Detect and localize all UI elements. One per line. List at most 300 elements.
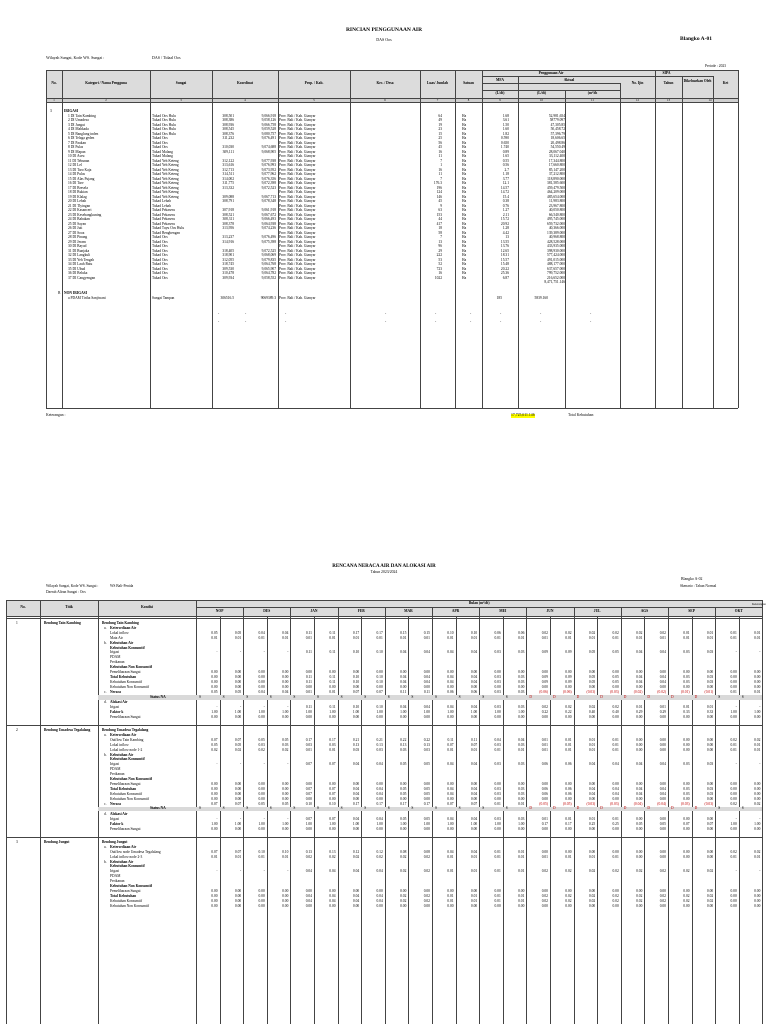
column-line <box>620 83 621 408</box>
value: 0.00 <box>706 781 714 786</box>
value: - <box>735 705 737 710</box>
value: 0.01 <box>565 742 572 747</box>
row-aktual: 52,981,654 <box>548 113 565 118</box>
value: 0.01 <box>447 747 454 752</box>
row-luas: 11 <box>438 172 442 176</box>
row-satuan: Ha <box>462 271 467 275</box>
subcolumn-line <box>361 616 362 1024</box>
value: 0.01 <box>612 737 619 742</box>
value: 0.00 <box>541 670 548 674</box>
value: (0.05) <box>539 801 548 806</box>
row-sungai: Tukad Oos Hulu <box>152 113 176 118</box>
value: 0.04 <box>470 762 478 767</box>
row-y: 9,078,348 <box>261 199 276 203</box>
value: - <box>759 705 761 710</box>
column-number: 1 <box>53 98 55 102</box>
value: 0.04 <box>447 650 454 655</box>
value: 0.01 <box>470 854 478 859</box>
value: - <box>216 705 218 710</box>
value: 0.10 <box>376 650 383 655</box>
row-luas: 16 <box>438 271 442 275</box>
row-name: 21 DI Tlyingan <box>68 203 91 208</box>
value: 0.04 <box>659 674 666 679</box>
row-prop: Prov. Bali / Kab. Gianyar <box>279 248 316 253</box>
block-number: 1 <box>16 621 18 625</box>
row-name: 36 DI Beluka <box>68 271 88 275</box>
value: 0.01 <box>518 869 525 874</box>
row-luas: 417 <box>436 221 442 226</box>
value: 1.00 <box>211 822 218 827</box>
value: 0.00 <box>400 903 407 908</box>
value: 0.00 <box>730 903 737 908</box>
value: 0.03 <box>518 786 525 791</box>
row-luas: 723 <box>436 266 442 271</box>
row-sungai: Tukad Yeh Keteng <box>152 190 179 194</box>
value: 0.00 <box>470 715 478 720</box>
value: 0.07 <box>376 689 383 694</box>
row-sungai: Tukad Yeh Keteng <box>152 181 179 185</box>
value: 0.01 <box>494 893 501 898</box>
value: 0.01 <box>376 635 383 640</box>
value: 0.01 <box>659 705 666 710</box>
value: (0.04) <box>633 801 643 806</box>
value: 0.00 <box>400 684 407 689</box>
value: 0.03 <box>376 747 383 752</box>
value: 0.00 <box>636 737 643 742</box>
value: 0.03 <box>683 786 690 791</box>
line-label: Ketersediaan Air <box>110 732 137 737</box>
value: 0.01 <box>636 705 643 710</box>
value: 1.00 <box>518 822 525 827</box>
value: 0.00 <box>612 715 619 720</box>
value: 0.01 <box>282 635 289 640</box>
value: 0.05 <box>659 822 666 827</box>
value: 0.01 <box>400 635 407 640</box>
value: - <box>263 869 265 874</box>
value: 0.00 <box>258 898 265 903</box>
block-kondisi-head: Bendung Tain Kambing <box>102 621 139 625</box>
header-tahun: Tahun <box>663 81 674 85</box>
line-label: Pemeliharaan Sungai <box>110 715 141 720</box>
line-label: Mata Air <box>110 635 123 640</box>
value: 0.03 <box>494 674 501 679</box>
column-number: 8 <box>467 98 470 102</box>
value: 0.00 <box>683 854 690 859</box>
value: - <box>239 705 242 710</box>
header-month-mei: MEI <box>499 609 507 613</box>
value: 0.02 <box>636 630 643 635</box>
value: 0.03 <box>400 747 407 752</box>
value: 0.11 <box>471 737 478 742</box>
value: - <box>216 817 218 822</box>
header-month-mar: MAR <box>404 609 413 613</box>
row-aktual: 464,209.000 <box>547 190 565 194</box>
row-aktual: 459,479.500 <box>547 185 565 190</box>
line-label: Neraca <box>110 689 121 694</box>
column-number: 12 <box>636 98 639 102</box>
value: 0.00 <box>588 684 596 689</box>
value: 0.01 <box>754 630 761 635</box>
pdam-name: a PDAM Tirtha Sanjiwani <box>68 295 106 300</box>
row-sungai: Tukad Oos <box>152 145 168 149</box>
value: 0.04 <box>376 898 383 903</box>
value: 0.03 <box>706 762 714 767</box>
value: 0.01 <box>683 630 690 635</box>
value: 0.05 <box>423 791 430 796</box>
row-mfa: 15.72 <box>500 217 509 221</box>
value: 0.00 <box>282 715 289 720</box>
row-mfa: 15.57 <box>500 257 509 262</box>
row-x: 312,055 <box>222 257 234 262</box>
row-mfa: 1.28 <box>502 226 509 230</box>
value: 0.01 <box>423 635 430 640</box>
column-line <box>196 600 197 1024</box>
value: - <box>735 762 737 767</box>
row-y: 9,068,905 <box>261 149 276 154</box>
row-satuan: Ha <box>462 163 467 167</box>
row-x: 309,111 <box>222 149 234 154</box>
status-value: S <box>741 694 744 699</box>
column-line <box>46 70 47 408</box>
row-satuan: Ha <box>462 190 467 194</box>
row-luas: 16 <box>438 167 442 172</box>
value: 0.02 <box>376 854 383 859</box>
value: 0.04 <box>447 674 454 679</box>
row-x: 314,002 <box>222 176 234 181</box>
value: 0.05 <box>282 801 289 806</box>
value: 0.11 <box>329 679 336 684</box>
header-ls-mfa: (L/dt) <box>495 91 505 95</box>
row-x: 308,386 <box>222 118 234 122</box>
status-value: D <box>529 806 532 811</box>
line-label: PDAM <box>110 655 121 660</box>
value: 0.00 <box>258 796 265 801</box>
row-sungai: Tukad Yeh Keteng <box>152 176 179 181</box>
value: 0.04 <box>470 674 478 679</box>
status-value: S <box>340 694 343 699</box>
row-luas: 64 <box>438 113 442 118</box>
value: 0.02 <box>565 898 572 903</box>
row-luas: 9 <box>440 203 442 208</box>
row-prop: Prov. Bali / Kab. Gianyar <box>279 217 316 221</box>
value: 0.13 <box>352 742 360 747</box>
line-label: Outflow node Umadesa Tegalalang <box>110 849 161 854</box>
line-marker: b. <box>104 859 107 864</box>
value: 0.04 <box>423 705 430 710</box>
line-marker: c. <box>104 689 107 694</box>
value: 0.01 <box>470 898 478 903</box>
value: 0.00 <box>683 817 690 822</box>
row-mfa: 1.740 <box>500 145 509 149</box>
value: 0.02 <box>659 898 666 903</box>
line-label: Total Kebutuhan <box>110 786 137 791</box>
value: 0.00 <box>494 888 501 893</box>
value: 0.22 <box>541 710 548 715</box>
row-name: 12 DI Lel <box>68 163 82 167</box>
value: 0.00 <box>683 684 690 689</box>
status-value: D <box>529 694 532 699</box>
header-koordinat: Koordinat <box>237 81 253 85</box>
subcolumn-line <box>408 616 409 1024</box>
value: 0.00 <box>211 674 218 679</box>
value: 0.05 <box>423 786 430 791</box>
value: 0.00 <box>588 670 596 674</box>
value: 0.06 <box>447 689 454 694</box>
value: 0.25 <box>588 822 596 827</box>
column-line <box>150 70 151 408</box>
value: 0.00 <box>706 715 714 720</box>
line-label: Irigasi <box>110 705 120 710</box>
value: - <box>216 762 218 767</box>
row-luas: 7 <box>440 158 442 163</box>
value: 0.00 <box>659 903 666 908</box>
sheet2-title: RENCANA NERACA AIR DAN ALOKASI AIR <box>332 564 436 569</box>
total-kebutuhan-label: Total Kebutuhan <box>568 413 594 417</box>
value: 0.06 <box>541 786 548 791</box>
row-y: 9,066,493 <box>261 217 276 221</box>
row-name: 31 DI Bunjaka <box>68 248 90 253</box>
value: 0.00 <box>234 781 242 786</box>
value: 0.00 <box>470 903 478 908</box>
row-luas: 44 <box>438 217 442 221</box>
column-line <box>738 70 739 408</box>
value: 0.02 <box>659 869 666 874</box>
value: - <box>759 650 761 655</box>
value: 0.00 <box>659 827 666 831</box>
value: 0.02 <box>612 869 619 874</box>
row-prop: Prov. Bali / Kab. Gianyar <box>279 212 316 217</box>
value: 0.00 <box>754 898 761 903</box>
value: 0.00 <box>282 893 289 898</box>
value: 0.03 <box>518 705 525 710</box>
row-prop: Prov. Bali / Kab. Gianyar <box>279 239 316 244</box>
value: 0.08 <box>400 849 407 854</box>
value: 0.01 <box>659 635 666 640</box>
value: 0.01 <box>683 705 690 710</box>
row-satuan: Ha <box>462 113 467 118</box>
status-value: S <box>718 694 721 699</box>
value: 0.00 <box>683 849 690 854</box>
value: 0.00 <box>234 674 242 679</box>
column-number: 13 <box>667 98 670 102</box>
value: 0.03 <box>258 742 265 747</box>
value: 0.01 <box>612 854 619 859</box>
value: 0.02 <box>588 705 596 710</box>
row-sungai: Tukad Oos <box>152 248 168 253</box>
value: 0.09 <box>541 674 548 679</box>
row-satuan: Ha <box>462 172 467 176</box>
line-label: Kebutuhan Konsumtif <box>110 898 143 903</box>
row-aktual: 433,935.000 <box>547 244 565 248</box>
value: 0.05 <box>258 737 265 742</box>
column-number: 14 <box>708 98 712 102</box>
value: 0.02 <box>258 747 265 752</box>
header-line <box>620 76 713 77</box>
value: 0.00 <box>282 781 289 786</box>
row-aktual: 659,732.000 <box>547 221 565 226</box>
value: 0.03 <box>494 791 501 796</box>
subcolumn-line <box>550 616 551 1024</box>
line-label: Kebutuhan Konsumtif <box>110 791 143 796</box>
value: 0.05 <box>258 801 265 806</box>
header-satuan: Satuan <box>463 81 474 85</box>
header-no: No. <box>51 81 57 85</box>
value: 0.02 <box>730 849 737 854</box>
row-y: 9,058,126 <box>261 118 276 122</box>
pdam-sungai: Sungai Tampan <box>152 295 175 300</box>
line-label: Perikanan <box>110 879 125 884</box>
value: 0.01 <box>329 689 336 694</box>
header-month-sep: SEP <box>688 609 695 613</box>
value: 0.01 <box>518 849 525 854</box>
value: 0.04 <box>352 817 360 822</box>
value: 0.02 <box>400 893 407 898</box>
das-label-2: Daerah Aliran Sungai : Oos <box>46 590 86 594</box>
header-titik: Titik <box>65 605 73 609</box>
value: 0.00 <box>636 684 643 689</box>
value: 0.17 <box>400 801 407 806</box>
row-x: 318,405 <box>222 248 234 253</box>
value: 0.04 <box>588 791 596 796</box>
row-mfa: 1.82 <box>502 131 509 136</box>
row-prop: Prov. Bali / Kab. Gianyar <box>279 131 316 136</box>
value: 0.00 <box>659 684 666 689</box>
pdam-y: 9069389.3 <box>260 295 276 300</box>
row-sungai: Tukad Oos Hulu <box>152 122 176 127</box>
value: 0.00 <box>282 670 289 674</box>
row-y: 9,072,398 <box>261 181 276 185</box>
value: - <box>287 869 289 874</box>
row-y: 9,077,962 <box>261 172 276 176</box>
status-value: S <box>222 694 225 699</box>
line-label: Kebutuhan Konsumtif <box>110 757 145 762</box>
header-month-feb: FEB <box>357 609 365 613</box>
header-bulan: Bulan (m³/dt) <box>468 601 490 605</box>
value: 0.11 <box>400 689 407 694</box>
value: 0.01 <box>754 747 761 752</box>
value: 0.03 <box>423 747 430 752</box>
value: 0.01 <box>518 747 525 752</box>
line-label: Faktor k <box>110 822 124 827</box>
subcolumn-line <box>267 616 268 1024</box>
value: 0.40 <box>588 710 596 715</box>
line-label: Pemeliharaan Sungai <box>110 827 141 831</box>
value: 0.02 <box>541 893 548 898</box>
value: 1.00 <box>329 710 336 715</box>
value: 0.00 <box>211 903 218 908</box>
value: 0.00 <box>234 888 242 893</box>
value: 0.00 <box>352 715 360 720</box>
row-luas: 25 <box>438 136 442 140</box>
status-value: S <box>505 806 508 811</box>
value: 0.12 <box>352 849 360 854</box>
row-prop: Prov. Bali / Kab. Gianyar <box>279 140 316 145</box>
status-value: S <box>293 806 296 811</box>
row-luas: 58 <box>438 230 442 235</box>
line-label: Irigasi <box>110 817 120 822</box>
line-marker: a. <box>104 625 107 630</box>
value: 0.00 <box>541 781 548 786</box>
value: 0.01 <box>447 635 454 640</box>
value: 0.00 <box>329 684 336 689</box>
value: 0.00 <box>730 781 737 786</box>
value: 0.29 <box>659 710 666 715</box>
value: 0.00 <box>305 827 312 831</box>
value: 0.00 <box>518 715 525 720</box>
value: 0.00 <box>565 670 572 674</box>
value: 0.00 <box>258 903 265 908</box>
value: 0.11 <box>305 674 312 679</box>
value: 0.00 <box>706 742 714 747</box>
value: 0.04 <box>447 705 454 710</box>
row-x: 308,545 <box>222 127 234 131</box>
row-y: 9,061,918 <box>261 208 276 212</box>
line-label: Outflow Tain Kambing <box>110 737 144 742</box>
line-label: Irigasi <box>110 762 120 767</box>
value: 0.00 <box>423 796 430 801</box>
dash: - <box>218 319 220 324</box>
row-aktual: 428,528.000 <box>547 239 565 244</box>
row-sungai: Tukad Oos Hulu <box>152 131 176 136</box>
value: 0.02 <box>636 893 643 898</box>
value: 0.05 <box>234 630 242 635</box>
sheet-neraca-air <box>0 540 768 1024</box>
value: 0.00 <box>376 670 383 674</box>
value: 0.10 <box>352 674 360 679</box>
value: 0.00 <box>754 903 761 908</box>
value: 0.00 <box>282 903 289 908</box>
value: 0.03 <box>494 689 501 694</box>
row-y: 9,059,528 <box>261 127 276 131</box>
value: 0.06 <box>565 791 572 796</box>
value: 0.00 <box>211 888 218 893</box>
dash: - <box>245 319 247 324</box>
row-prop: Prov. Bali / Kab. Gianyar <box>279 172 316 176</box>
subcolumn-line <box>692 616 693 1024</box>
value: - <box>239 762 242 767</box>
row-y: 9,064,782 <box>261 271 276 275</box>
value: 0.00 <box>565 888 572 893</box>
row-prop: Prov. Bali / Kab. Gianyar <box>279 194 316 199</box>
row-x: 309,530 <box>222 266 234 271</box>
value: 0.00 <box>730 670 737 674</box>
row-satuan: Ha <box>462 136 467 140</box>
value: 0.00 <box>329 670 336 674</box>
row-y: 9,066,918 <box>261 113 276 118</box>
periode-label: Periode : 2023 <box>705 64 726 68</box>
value: 0.00 <box>470 796 478 801</box>
value: 0.00 <box>683 903 690 908</box>
value: 0.13 <box>305 849 312 854</box>
value: 0.00 <box>282 791 289 796</box>
value: 0.00 <box>234 893 242 898</box>
row-luas: 1022 <box>434 275 442 280</box>
value: 0.01 <box>447 869 454 874</box>
value: 0.00 <box>211 781 218 786</box>
value: 0.00 <box>329 827 336 831</box>
value: 0.00 <box>211 670 218 674</box>
header-month-jan: JAN <box>310 609 318 613</box>
value: 0.00 <box>211 898 218 903</box>
value: 1.00 <box>447 822 454 827</box>
status-value: S <box>458 694 461 699</box>
dash: - <box>500 311 502 316</box>
value: 0.00 <box>211 791 218 796</box>
status-value: S <box>482 806 485 811</box>
row-x: 313,956 <box>222 226 234 230</box>
row-x: 309,088 <box>222 194 234 199</box>
value: 0.01 <box>612 817 619 822</box>
